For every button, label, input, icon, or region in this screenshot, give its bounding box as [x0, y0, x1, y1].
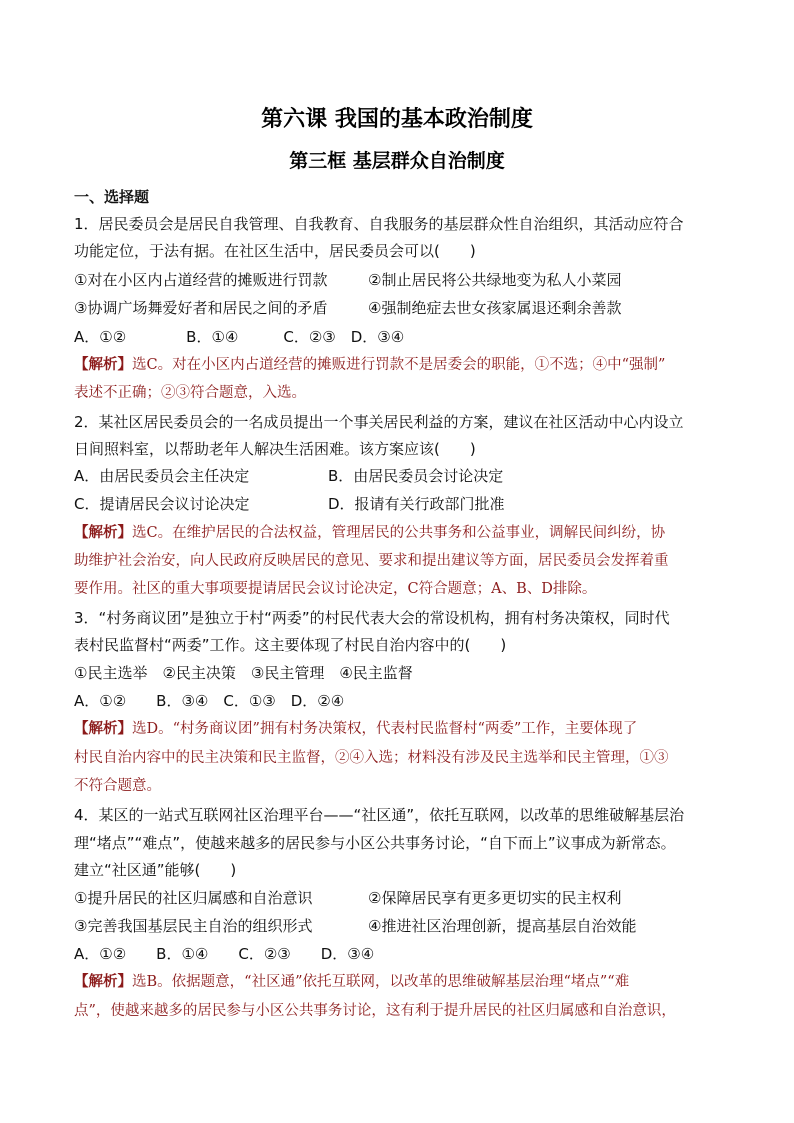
q3-analysis-line3: 不符合题意。: [74, 778, 161, 794]
q4-statements-row1: [74, 888, 622, 908]
q1-analysis-line2: 表述不正确；②③符合题意，入选。: [74, 385, 306, 401]
q4-stem-line3: 建立“社区通”能够( ): [74, 861, 237, 879]
q4-statements-row2: [74, 916, 637, 936]
q2-options-row2: [74, 494, 505, 514]
q4-stem-line1: 4．某区的一站式互联网社区治理平台——“社区通”，依托互联网，以改革的思维破解基层治: [74, 806, 685, 824]
q3-analysis-line1: [74, 719, 637, 739]
q1-statements-row1: [74, 270, 622, 290]
q2-option-c: C．提请居民会议讨论决定: [74, 495, 250, 513]
q3-stem-line1: 3．“村务商议团”是独立于村“两委”的村民代表大会的常设机构，拥有村务决策权，同时代: [74, 609, 670, 627]
q2-option-b: B．由居民委员会讨论决定: [328, 467, 504, 485]
q1-analysis-tag: 【解析】: [74, 357, 132, 373]
q2-analysis-line3: 要作用。社区的重大事项要提请居民会议讨论决定，C符合题意；A、B、D排除。: [74, 581, 597, 597]
q2-options-row1: [74, 466, 504, 486]
q1-stem-line1: 1．居民委员会是居民自我管理、自我教育、自我服务的基层群众性自治组织，其活动应符合: [74, 215, 684, 233]
q3-analysis-text1: 选D。“村务商议团”拥有村务决策权，代表村民监督村“两委”工作，主要体现了: [132, 721, 638, 737]
q3-statements: ①民主选举 ②民主决策 ③民主管理 ④民主监督: [74, 664, 413, 682]
q4-stem-line2: 理“堵点”“难点”，使越来越多的居民参与小区公共事务讨论，“自下而上”议事成为新常态。: [74, 834, 676, 852]
q3-analysis-line2: 村民自治内容中的民主决策和民主监督，②④入选；材料没有涉及民主选举和民主管理，①③: [74, 750, 669, 766]
q4-statement-1: ①提升居民的社区归属感和自治意识: [74, 889, 313, 907]
q1-statement-4: ④强制绝症去世女孩家属退还剩余善款: [368, 299, 622, 317]
q2-option-d: D．报请有关行政部门批准: [328, 495, 505, 513]
q1-statement-3: ③协调广场舞爱好者和居民之间的矛盾: [74, 299, 328, 317]
q4-statement-3: ③完善我国基层民主自治的组织形式: [74, 917, 313, 935]
q1-statement-2: ②制止居民将公共绿地变为私人小菜园: [368, 271, 622, 289]
q3-options: A．①② B．③④ C．①③ D．②④: [74, 692, 345, 710]
q2-stem-line2: 日间照料室，以帮助老年人解决生活困难。该方案应该( ): [74, 440, 476, 458]
q4-analysis-tag: 【解析】: [74, 974, 132, 990]
q2-analysis-text1: 选C。在维护居民的合法权益，管理居民的公共事务和公益事业，调解民间纠纷，协: [132, 525, 666, 541]
q2-stem-line1: 2．某社区居民委员会的一名成员提出一个事关居民利益的方案，建议在社区活动中心内设立: [74, 413, 684, 431]
q2-analysis-line2: 助维护社会治安，向人民政府反映居民的意见、要求和提出建议等方面，居民委员会发挥着重: [74, 553, 669, 569]
q4-statement-2: ②保障居民享有更多更切实的民主权利: [368, 889, 622, 907]
q1-analysis-line1: [74, 355, 665, 375]
q4-statement-4: ④推进社区治理创新，提高基层自治效能: [368, 917, 637, 935]
page-title: 第六课 我国的基本政治制度: [261, 107, 533, 132]
q1-statements-row2: [74, 298, 622, 318]
q4-analysis-text1: 选B。依据题意，“社区通”依托互联网，以改革的思维破解基层治理“堵点”“难: [132, 974, 630, 990]
q4-analysis-line1: [74, 972, 629, 992]
q2-option-a: A．由居民委员会主任决定: [74, 467, 250, 485]
q2-analysis-tag: 【解析】: [74, 525, 132, 541]
q1-options: A．①② B．①④ C．②③ D．③④: [74, 328, 405, 346]
q4-analysis-line2: 点”，使越来越多的居民参与小区公共事务讨论，这有利于提升居民的社区归属感和自治意识，: [74, 1003, 676, 1019]
section-heading: 一、选择题: [74, 188, 150, 206]
q3-analysis-tag: 【解析】: [74, 721, 132, 737]
q1-analysis-text1: 选C。对在小区内占道经营的摊贩进行罚款不是居委会的职能，①不选；④中“强制”: [132, 357, 666, 373]
q1-statement-1: ①对在小区内占道经营的摊贩进行罚款: [74, 271, 328, 289]
q1-stem-line2: 功能定位，于法有据。在社区生活中，居民委员会可以( ): [74, 242, 476, 260]
q2-analysis-line1: [74, 523, 665, 543]
q3-stem-line2: 表村民监督村“两委”工作。这主要体现了村民自治内容中的( ): [74, 636, 507, 654]
page-subtitle: 第三框 基层群众自治制度: [289, 150, 505, 172]
q4-options: A．①② B．①④ C．②③ D．③④: [74, 945, 375, 963]
